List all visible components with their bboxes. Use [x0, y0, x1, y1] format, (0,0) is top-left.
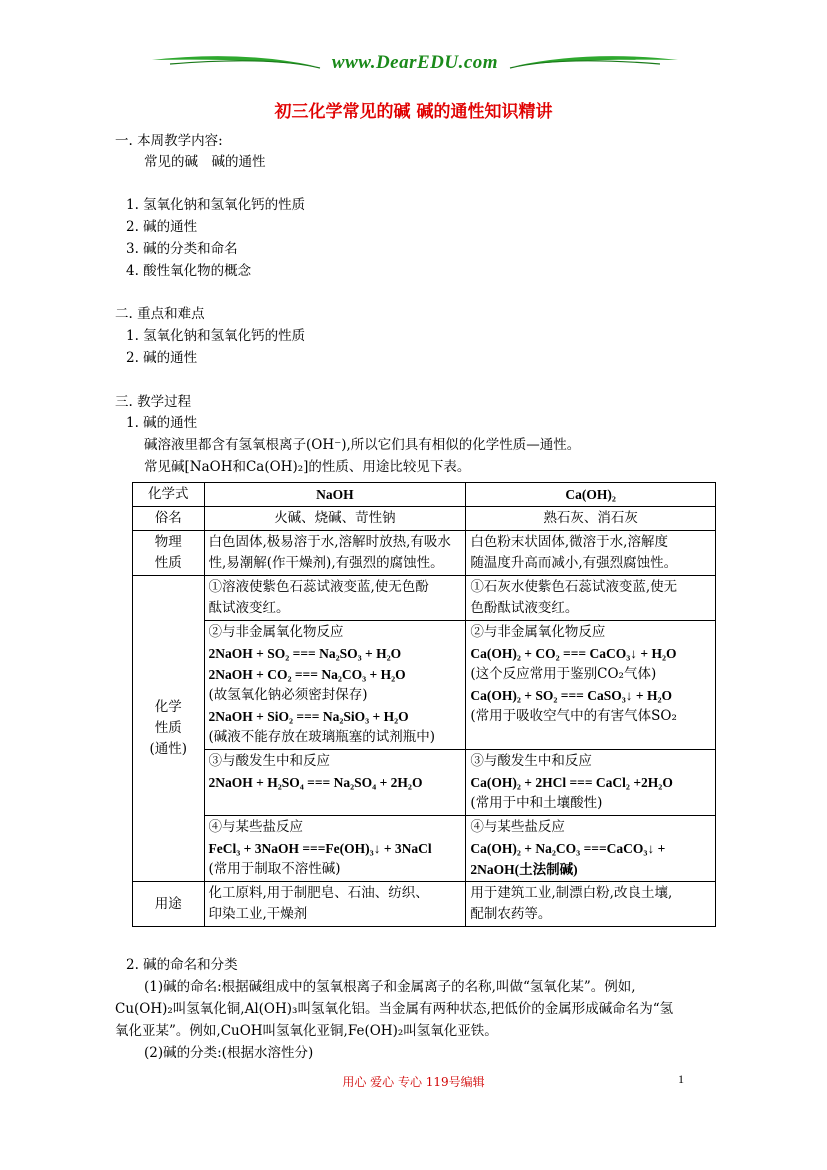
cell-line: ③与酸发生中和反应	[208, 753, 330, 769]
paragraph-line: (1)碱的命名:根据碱组成中的氢氧根离子和金属离子的名称,叫做“氢氧化某”。例如,	[144, 979, 636, 995]
logo-text: www.DearEDU.com	[331, 52, 499, 73]
table-row	[133, 507, 716, 531]
naoh-chem-1	[204, 576, 466, 621]
section1-sub: 常见的碱 碱的通性	[144, 154, 266, 170]
row-label-line: (通性)	[149, 741, 188, 757]
header-naoh: NaOH	[204, 483, 466, 507]
section3-line2: 常见碱[NaOH和Ca(OH)₂]的性质、用途比较见下表。	[144, 459, 471, 475]
table-row	[133, 882, 716, 927]
page-footer: 用心 爱心 专心 119号编辑	[342, 1075, 485, 1089]
page-number: 1	[678, 1072, 684, 1086]
caoh-physical	[466, 531, 716, 576]
row-label: 俗名	[133, 507, 205, 531]
section3-heading: 三. 教学过程	[115, 394, 192, 410]
section1-item: 2. 碱的通性	[126, 219, 198, 235]
row-label	[133, 576, 205, 882]
cell-line: 印染工业,干燥剂	[208, 906, 308, 922]
section2-item: 1. 氢氧化钠和氢氧化钙的性质	[126, 328, 306, 344]
caoh-use	[466, 882, 716, 927]
cell-line: 色酚酞试液变红。	[470, 600, 579, 616]
row-label-line: 性质	[154, 720, 182, 736]
section3-item1: 1. 碱的通性	[126, 415, 198, 431]
naoh-chem-3	[204, 750, 466, 816]
naoh-physical	[204, 531, 466, 576]
cell-line: ④与某些盐反应	[208, 819, 303, 835]
section2-heading: 二. 重点和难点	[115, 306, 205, 322]
cell-line: ①石灰水使紫色石蕊试液变蓝,使无	[470, 579, 678, 595]
table-row	[133, 750, 716, 816]
section4-item2: 2. 碱的命名和分类	[126, 957, 238, 973]
cell-line: 化工原料,用于制肥皂、石油、纺织、	[208, 885, 429, 901]
table-row	[133, 531, 716, 576]
equation: 2NaOH + SO₂ === Na₂SO₃ + H₂O	[208, 646, 402, 661]
header-label: 化学式	[133, 483, 205, 507]
equation: Ca(OH)₂ + SO₂ === CaSO₃↓ + H₂O	[470, 688, 673, 703]
site-logo	[150, 46, 680, 80]
section1-item: 1. 氢氧化钠和氢氧化钙的性质	[126, 197, 306, 213]
equation: Ca(OH)₂ + 2HCl === CaCl₂ +2H₂O	[470, 775, 673, 790]
naoh-use	[204, 882, 466, 927]
caoh-chem-3	[466, 750, 716, 816]
cell-line: (常用于吸收空气中的有害气体SO₂	[470, 708, 677, 724]
caoh-common-name: 熟石灰、消石灰	[466, 507, 716, 531]
cell-line: ③与酸发生中和反应	[470, 753, 592, 769]
cell-line: 随温度升高而减小,有强烈腐蚀性。	[470, 555, 678, 571]
naoh-chem-4	[204, 816, 466, 882]
caoh-chem-2	[466, 621, 716, 750]
naoh-common-name: 火碱、烧碱、苛性钠	[204, 507, 466, 531]
cell-line: (常用于中和土壤酸性)	[470, 795, 603, 811]
cell-line: (碱液不能存放在玻璃瓶塞的试剂瓶中)	[208, 729, 436, 745]
equation: 2NaOH(土法制碱)	[470, 862, 578, 877]
section1-item: 3. 碱的分类和命名	[126, 241, 238, 257]
section1-item: 4. 酸性氧化物的概念	[126, 263, 252, 279]
section1-heading: 一. 本周教学内容:	[115, 133, 223, 149]
section2-item: 2. 碱的通性	[126, 350, 198, 366]
row-label-line: 物理	[154, 534, 182, 550]
equation: Ca(OH)₂ + Na₂CO₃ ===CaCO₃↓ +	[470, 841, 666, 856]
equation: Ca(OH)₂ + CO₂ === CaCO₃↓ + H₂O	[470, 646, 677, 661]
cell-line: ②与非金属氧化物反应	[470, 624, 606, 640]
cell-line: (故氢氧化钠必须密封保存)	[208, 687, 368, 703]
row-label-line: 化学	[154, 699, 182, 715]
table-header-row	[133, 483, 716, 507]
equation: 2NaOH + H₂SO₄ === Na₂SO₄ + 2H₂O	[208, 775, 423, 790]
cell-line: ④与某些盐反应	[470, 819, 565, 835]
table-row	[133, 621, 716, 750]
cell-line	[209, 793, 462, 814]
page-title: 初三化学常见的碱 碱的通性知识精讲	[274, 102, 553, 122]
paragraph-line: (2)碱的分类:(根据水溶性分)	[144, 1045, 314, 1061]
table-row	[133, 576, 716, 621]
row-label	[133, 531, 205, 576]
header-caoh: Ca(OH)₂	[466, 483, 716, 507]
equation: FeCl₃ + 3NaOH ===Fe(OH)₃↓ + 3NaCl	[208, 841, 432, 856]
cell-line: (常用于制取不溶性碱)	[208, 861, 341, 877]
row-label: 用途	[133, 882, 205, 927]
cell-line: 配制农药等。	[470, 906, 552, 922]
cell-line: 白色粉末状固体,微溶于水,溶解度	[470, 534, 668, 550]
equation: 2NaOH + SiO₂ === Na₂SiO₃ + H₂O	[208, 709, 409, 724]
paragraph-line: 氧化亚某”。例如,CuOH叫氢氧化亚铜,Fe(OH)₂叫氢氧化亚铁。	[115, 1023, 498, 1039]
caoh-chem-1	[466, 576, 716, 621]
table-row	[133, 816, 716, 882]
comparison-table	[132, 482, 716, 927]
naoh-chem-2	[204, 621, 466, 750]
caoh-chem-4	[466, 816, 716, 882]
cell-line: ②与非金属氧化物反应	[208, 624, 344, 640]
equation: 2NaOH + CO₂ === Na₂CO₃ + H₂O	[208, 667, 406, 682]
cell-line: 性,易潮解(作干燥剂),有强烈的腐蚀性。	[208, 555, 444, 571]
paragraph-line: Cu(OH)₂叫氢氧化铜,Al(OH)₃叫氢氧化铝。当金属有两种状态,把低价的金属形成碱命名为“氢	[115, 1001, 674, 1017]
cell-line: 用于建筑工业,制漂白粉,改良土壤,	[470, 885, 673, 901]
cell-line: 白色固体,极易溶于水,溶解时放热,有吸水	[208, 534, 451, 550]
row-label-line: 性质	[154, 555, 182, 571]
cell-line: ①溶液使紫色石蕊试液变蓝,使无色酚	[208, 579, 429, 595]
cell-line: (这个反应常用于鉴别CO₂气体)	[470, 666, 657, 682]
cell-line: 酞试液变红。	[208, 600, 290, 616]
section3-line1: 碱溶液里都含有氢氧根离子(OH⁻),所以它们具有相似的化学性质—通性。	[144, 437, 581, 453]
